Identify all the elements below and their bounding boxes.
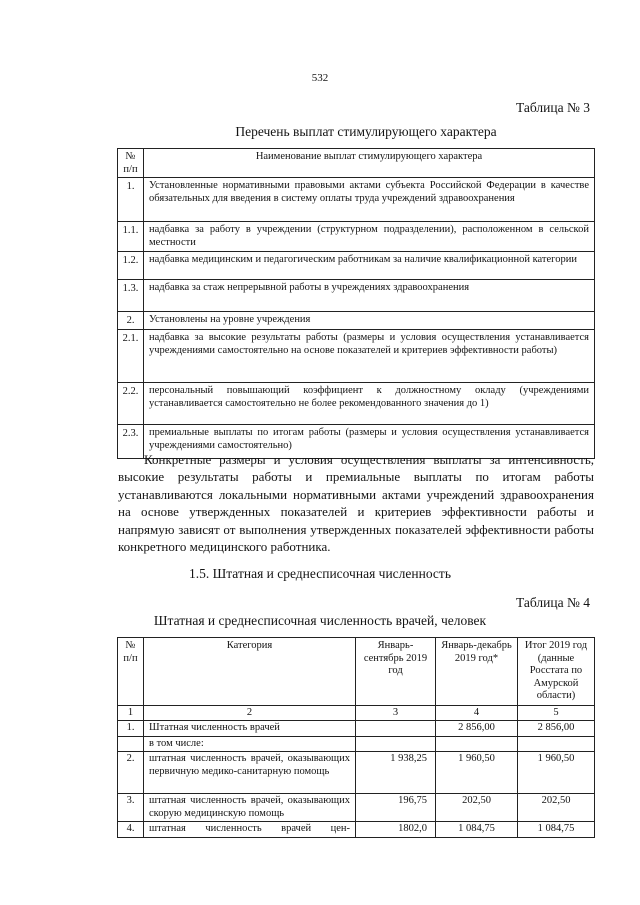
row-number: 2.3. xyxy=(118,425,144,459)
table-row xyxy=(118,280,595,312)
row-text: надбавка за работу в учреждении (структурном подразделении), расположенном в сельской местности xyxy=(144,222,595,252)
row-number: 4. xyxy=(118,822,144,838)
row-number: 1.2. xyxy=(118,252,144,280)
table-row xyxy=(118,736,595,752)
cell-total-2019: 2 856,00 xyxy=(518,721,595,737)
col-number: 3 xyxy=(356,705,436,721)
col-number: 2 xyxy=(144,705,356,721)
table4-title: Штатная и среднесписочная численность врачей, человек xyxy=(153,613,487,628)
table-row xyxy=(118,383,595,425)
header-name: Наименование выплат стимулирующего характера xyxy=(144,149,595,178)
row-number: 1.1. xyxy=(118,222,144,252)
row-number: 2.1. xyxy=(118,330,144,383)
row-text: надбавка медицинским и педагогическим работникам за наличие квалификационной категории xyxy=(144,252,595,280)
row-text: Установленные нормативными правовыми актами субъекта Российской Федерации в качестве обязательных для введения в систему оплаты труда учреждений здравоохранения xyxy=(144,178,595,222)
table-row xyxy=(118,178,595,222)
row-text: надбавка за стаж непрерывной работы в учреждениях здравоохранения xyxy=(144,280,595,312)
section-heading: 1.5. Штатная и среднесписочная численность xyxy=(189,566,451,581)
cell-jan-dec xyxy=(436,736,518,752)
table-row xyxy=(118,794,595,822)
table-row xyxy=(118,312,595,330)
cell-total-2019: 1 960,50 xyxy=(518,752,595,794)
row-text: надбавка за высокие результаты работы (размеры и условия осуществления устанавливается учреждениями самостоятельно на основе показателей и критериев эффективности работы) xyxy=(144,330,595,383)
header-jan-dec: Январь-декабрь 2019 год* xyxy=(436,638,518,706)
row-number: 3. xyxy=(118,794,144,822)
row-number: 2.2. xyxy=(118,383,144,425)
cell-jan-dec: 202,50 xyxy=(436,794,518,822)
col-number: 4 xyxy=(436,705,518,721)
header-num: № п/п xyxy=(118,149,144,178)
cell-jan-sep: 196,75 xyxy=(356,794,436,822)
table-row xyxy=(118,822,595,838)
table-row xyxy=(118,222,595,252)
table-header-row xyxy=(118,149,595,178)
row-number: 1.3. xyxy=(118,280,144,312)
table4-caption: Таблица № 4 xyxy=(516,595,590,610)
row-category: в том числе: xyxy=(144,736,356,752)
row-number xyxy=(118,736,144,752)
row-number: 2. xyxy=(118,752,144,794)
table3-title: Перечень выплат стимулирующего характера xyxy=(235,124,497,139)
row-text: персональный повышающий коэффициент к должностному окладу (учреждениями устанавливается самостоятельно не более рекомендованного значения до 1) xyxy=(144,383,595,425)
staffing-table xyxy=(117,637,595,838)
header-jan-sep: Январь-сентябрь 2019 год xyxy=(356,638,436,706)
col-number: 1 xyxy=(118,705,144,721)
column-numbers-row xyxy=(118,705,595,721)
header-num: № п/п xyxy=(118,638,144,706)
page-number: 532 xyxy=(311,72,329,84)
table-row xyxy=(118,330,595,383)
cell-total-2019 xyxy=(518,736,595,752)
header-total-2019: Итог 2019 год (данные Росстата по Амурской области) xyxy=(518,638,595,706)
col-number: 5 xyxy=(518,705,595,721)
table3-caption: Таблица № 3 xyxy=(516,100,590,115)
row-category: Штатная численность врачей xyxy=(144,721,356,737)
stimulating-payments-table xyxy=(117,148,595,459)
cell-jan-sep xyxy=(356,721,436,737)
row-number: 2. xyxy=(118,312,144,330)
cell-jan-dec: 2 856,00 xyxy=(436,721,518,737)
cell-total-2019: 202,50 xyxy=(518,794,595,822)
table-header-row xyxy=(118,638,595,706)
row-category: штатная численность врачей, оказывающих скорую медицинскую помощь xyxy=(144,794,356,822)
cell-total-2019: 1 084,75 xyxy=(518,822,595,838)
table-row xyxy=(118,721,595,737)
cell-jan-sep: 1 938,25 xyxy=(356,752,436,794)
table-row xyxy=(118,752,595,794)
cell-jan-dec: 1 960,50 xyxy=(436,752,518,794)
row-number: 1. xyxy=(118,178,144,222)
cell-jan-sep xyxy=(356,736,436,752)
table-row xyxy=(118,252,595,280)
row-category: штатная численность врачей цен- xyxy=(144,822,356,838)
cell-jan-sep: 1802,0 xyxy=(356,822,436,838)
row-text: премиальные выплаты по итогам работы (размеры и условия осуществления устанавливается учреждениями самостоятельно) xyxy=(144,425,595,459)
cell-jan-dec: 1 084,75 xyxy=(436,822,518,838)
body-paragraph: Конкретные размеры и условия осуществления выплаты за интенсивность, высокие результаты работы и премиальные выплаты по итогам работы устанавливаются локальными нормативными актами учреждений здравоохранения на основе утвержденных показателей и критериев эффективности работы и напрямую зависят от выполнения утвержденных показателей эффективности работы конкретного медицинского работника. xyxy=(118,452,594,555)
row-text: Установлены на уровне учреждения xyxy=(144,312,595,330)
row-number: 1. xyxy=(118,721,144,737)
row-category: штатная численность врачей, оказывающих первичную медико-санитарную помощь xyxy=(144,752,356,794)
header-category: Категория xyxy=(144,638,356,706)
